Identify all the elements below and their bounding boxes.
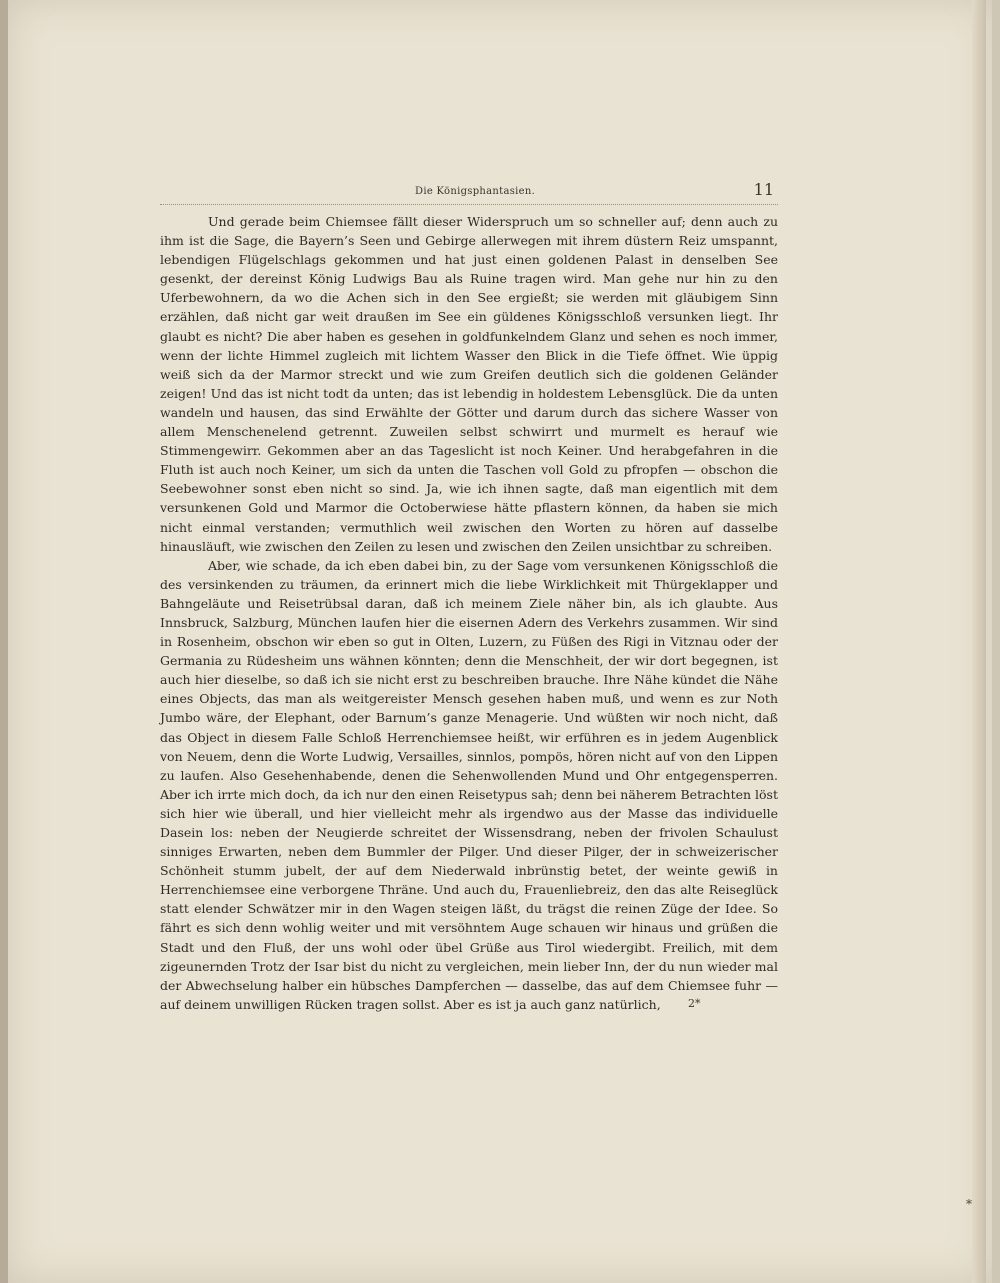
page-number: 11	[753, 180, 774, 199]
running-title: Die Königsphantasien.	[415, 186, 536, 197]
page-right-edge	[972, 0, 986, 1283]
body-text	[160, 212, 778, 1014]
margin-mark: *	[966, 1197, 972, 1211]
paragraph-1: Und gerade beim Chiemsee fällt dieser Widerspruch um so schneller auf; denn auch zu ihm ist die Sage, die Bayern’s Seen und Gebirge allerwegen mit ihrem düstern Reiz umspannt, lebendigen Flügelschlags gekommen und hat just einen goldenen Palast in denselben See gesenkt, der dereinst König Ludwigs Bau als Ruine tragen wird. Man gehe nur hin zu den Uferbewohnern, da wo die Achen sich in den See ergießt; sie werden mit gläubigem Sinn erzählen, daß nicht gar weit draußen im See ein güldenes Königsschloß versunken liegt. Ihr glaubt es nicht? Die aber haben es gesehen in goldfunkelndem Glanz und sehen es noch immer, wenn der lichte Himmel zugleich mit lichtem Wasser den Blick in die Tiefe öffnet. Wie üppig weiß sich da der Marmor streckt und wie zum Greifen deutlich sich die goldenen Geländer zeigen! Und das ist nicht todt da unten; das ist lebendig in holdestem Lebensglück. Die da unten wandeln und hausen, das sind Erwählte der Götter und darum durch das sichere Wasser von allem Menschenelend getrennt. Zuweilen selbst schwirrt und murmelt es herauf wie Stimmengewirr. Gekommen aber an das Tageslicht ist noch Keiner. Und herabgefahren in die Fluth ist auch noch Keiner, um sich da unten die Taschen voll Gold zu pfropfen — obschon die Seebewohner sonst eben nicht so sind. Ja, wie ich ihnen sagte, daß man eigentlich mit dem versunkenen Gold und Marmor die Octoberwiese hätte pflastern können, da haben sie mich nicht einmal verstanden; vermuthlich weil zwischen den Worten zu hören auf dasselbe hinausläuft, wie zwischen den Zeilen zu lesen und zwischen den Zeilen unsichtbar zu schreiben.	[160, 214, 778, 554]
book-page	[8, 0, 992, 1283]
signature-mark: 2*	[688, 997, 701, 1010]
paragraph-2: Aber, wie schade, da ich eben dabei bin, zu der Sage vom versunkenen Königsschloß die des versinkenden zu träumen, da erinnert mich die liebe Wirklichkeit mit Thürgeklapper und Bahngeläute und Reisetrübsal daran, daß ich meinem Ziele näher bin, als ich glaubte. Aus Innsbruck, Salzburg, München laufen hier die eisernen Adern des Verkehrs zusammen. Wir sind in Rosenheim, obschon wir eben so gut in Olten, Luzern, zu Füßen des Rigi in Vitznau oder der Germania zu Rüdesheim uns wähnen könnten; denn die Menschheit, der wir dort begegnen, ist auch hier dieselbe, so daß ich sie nicht erst zu beschreiben brauche. Ihre Nähe kündet die Nähe eines Objects, das man als weitgereister Mensch gesehen haben muß, und wenn es zur Noth Jumbo wäre, der Elephant, oder Barnum’s ganze Menagerie. Und wüßten wir noch nicht, daß das Object in diesem Falle Schloß Herrenchiemsee heißt, wir erführen es in jedem Augenblick von Neuem, denn die Worte Ludwig, Versailles, sinnlos, pompös, hören nicht auf von den Lippen zu laufen. Also Gesehenhabende, denen die Sehenwollenden Mund und Ohr entgegensperren. Aber ich irrte mich doch, da ich nur den einen Reisetypus sah; denn bei näherem Betrachten löst sich hier wie überall, und hier vielleicht mehr als irgendwo aus der Masse das individuelle Dasein los: neben der Neugierde schreitet der Wissensdrang, neben der frivolen Schaulust sinniges Erwarten, neben dem Bummler der Pilger. Und dieser Pilger, der in schweizerischer Schönheit stumm jubelt, der auf dem Niederwald inbrünstig betet, der weinte gewiß in Herrenchiemsee eine verborgene Thräne. Und auch du, Frauenliebreiz, den das alte Reiseglück statt elender Schwätzer mir in den Wagen steigen läßt, du trägst die reinen Züge der Idee. So fährt es sich denn wohlig weiter und mit versöhntem Auge schauen wir hinaus und grüßen die Stadt und den Fluß, der uns wohl oder übel Grüße aus Tirol wiedergibt. Freilich, mit dem zigeunernden Trotz der Isar bist du nicht zu vergleichen, mein lieber Inn, der du nun wieder mal der Abwechselung halber ein hübsches Dampferchen — dasselbe, das auf dem Chiemsee fuhr — auf deinem unwilligen Rücken tragen sollst. Aber es ist ja auch ganz natürlich,	[160, 557, 778, 1012]
page-left-edge	[0, 0, 8, 1283]
page-header	[160, 180, 778, 205]
